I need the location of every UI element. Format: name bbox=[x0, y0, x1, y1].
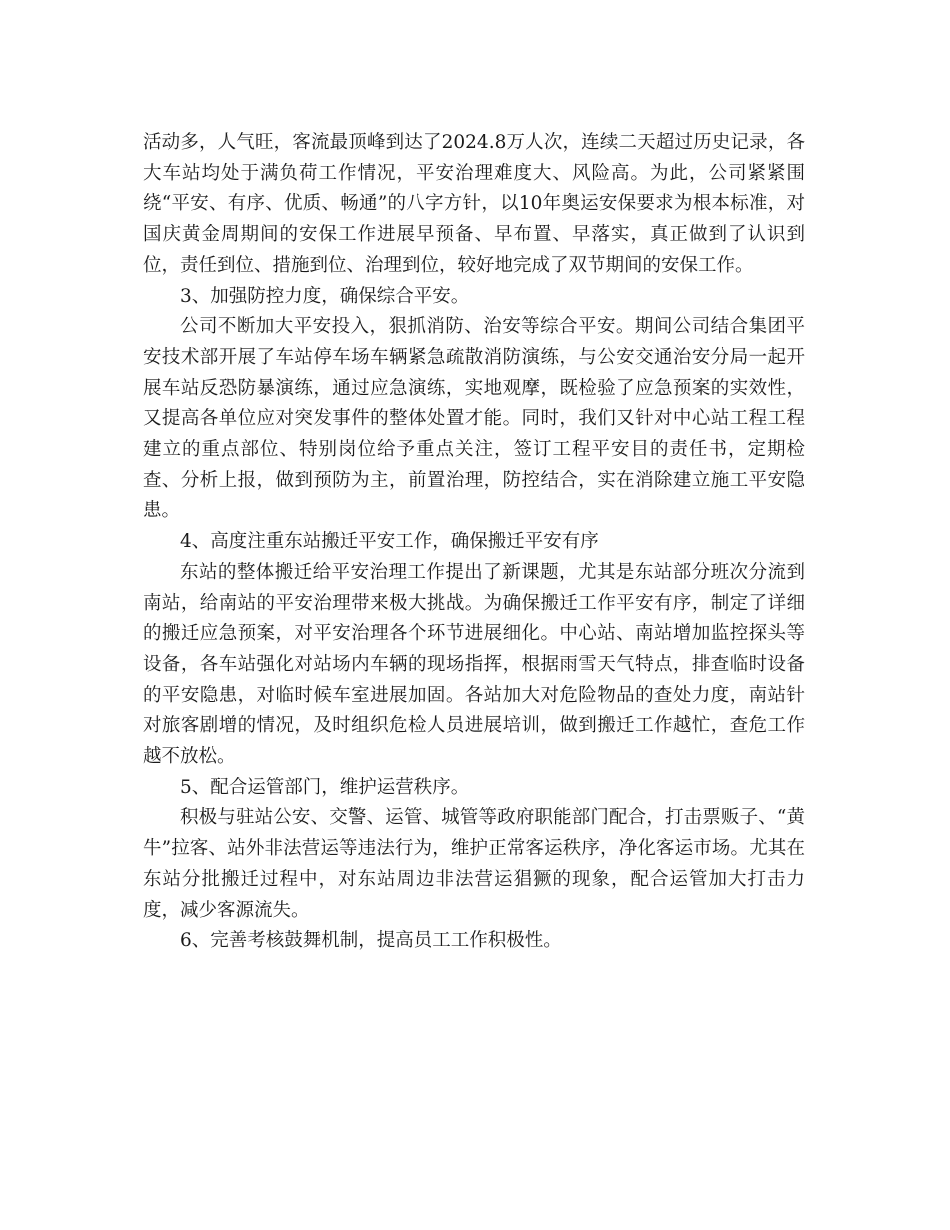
paragraph-continuation: 活动多，人气旺，客流最顶峰到达了2024.8万人次，连续二天超过历史记录，各大车站均处于满负荷工作情况，平安治理难度大、风险高。为此，公司紧紧围绕“平安、有序、优质、畅通”的八字方针，以10年奥运安保要求为根本标准，对国庆黄金周期间的安保工作进展早预备、早布置、早落实，真正做到了认识到位，责任到位、措施到位、治理到位，较好地完成了双节期间的安保工作。 bbox=[143, 132, 805, 276]
paragraph-item-3: 公司不断加大平安投入，狠抓消防、治安等综合平安。期间公司结合集团平安技术部开展了车站停车场车辆紧急疏散消防演练，与公安交通治安分局一起开展车站反恐防暴演练，通过应急演练，实地观摩，既检验了应急预案的实效性，又提高各单位应对突发事件的整体处置才能。同时，我们又针对中心站工程工程建立的重点部位、特别岗位给予重点关注，签订工程平安目的责任书，定期检查、分析上报，做到预防为主，前置治理，防控结合，实在消除建立施工平安隐患。 bbox=[143, 316, 805, 522]
paragraph-item-4: 东站的整体搬迁给平安治理工作提出了新课题，尤其是东站部分班次分流到南站，给南站的平安治理带来极大挑战。为确保搬迁工作平安有序，制定了详细的搬迁应急预案，对平安治理各个环节进展细化。中心站、南站增加监控探头等设备，各车站强化对站场内车辆的现场指挥，根据雨雪天气特点，排查临时设备的平安隐患，对临时候车室进展加固。各站加大对危险物品的查处力度，南站针对旅客剧增的情况，及时组织危检人员进展培训，做到搬迁工作越忙，查危工作越不放松。 bbox=[143, 561, 805, 768]
heading-item-4: 4、高度注重东站搬迁平安工作，确保搬迁平安有序 bbox=[180, 531, 599, 553]
heading-item-3: 3、加强防控力度，确保综合平安。 bbox=[180, 285, 470, 307]
paragraph-item-5: 积极与驻站公安、交警、运管、城管等政府职能部门配合，打击票贩子、“黄牛”拉客、站外非法营运等违法行为，维护正常客运秩序，净化客运市场。尤其在东站分批搬迁过程中，对东站周边非法营运猖獗的现象，配合运管加大打击力度，减少客源流失。 bbox=[143, 807, 805, 921]
heading-item-5: 5、配合运管部门，维护运营秩序。 bbox=[180, 776, 470, 798]
heading-item-6: 6、完善考核鼓舞机制，提高员工工作积极性。 bbox=[180, 930, 562, 952]
document-body bbox=[143, 128, 805, 957]
